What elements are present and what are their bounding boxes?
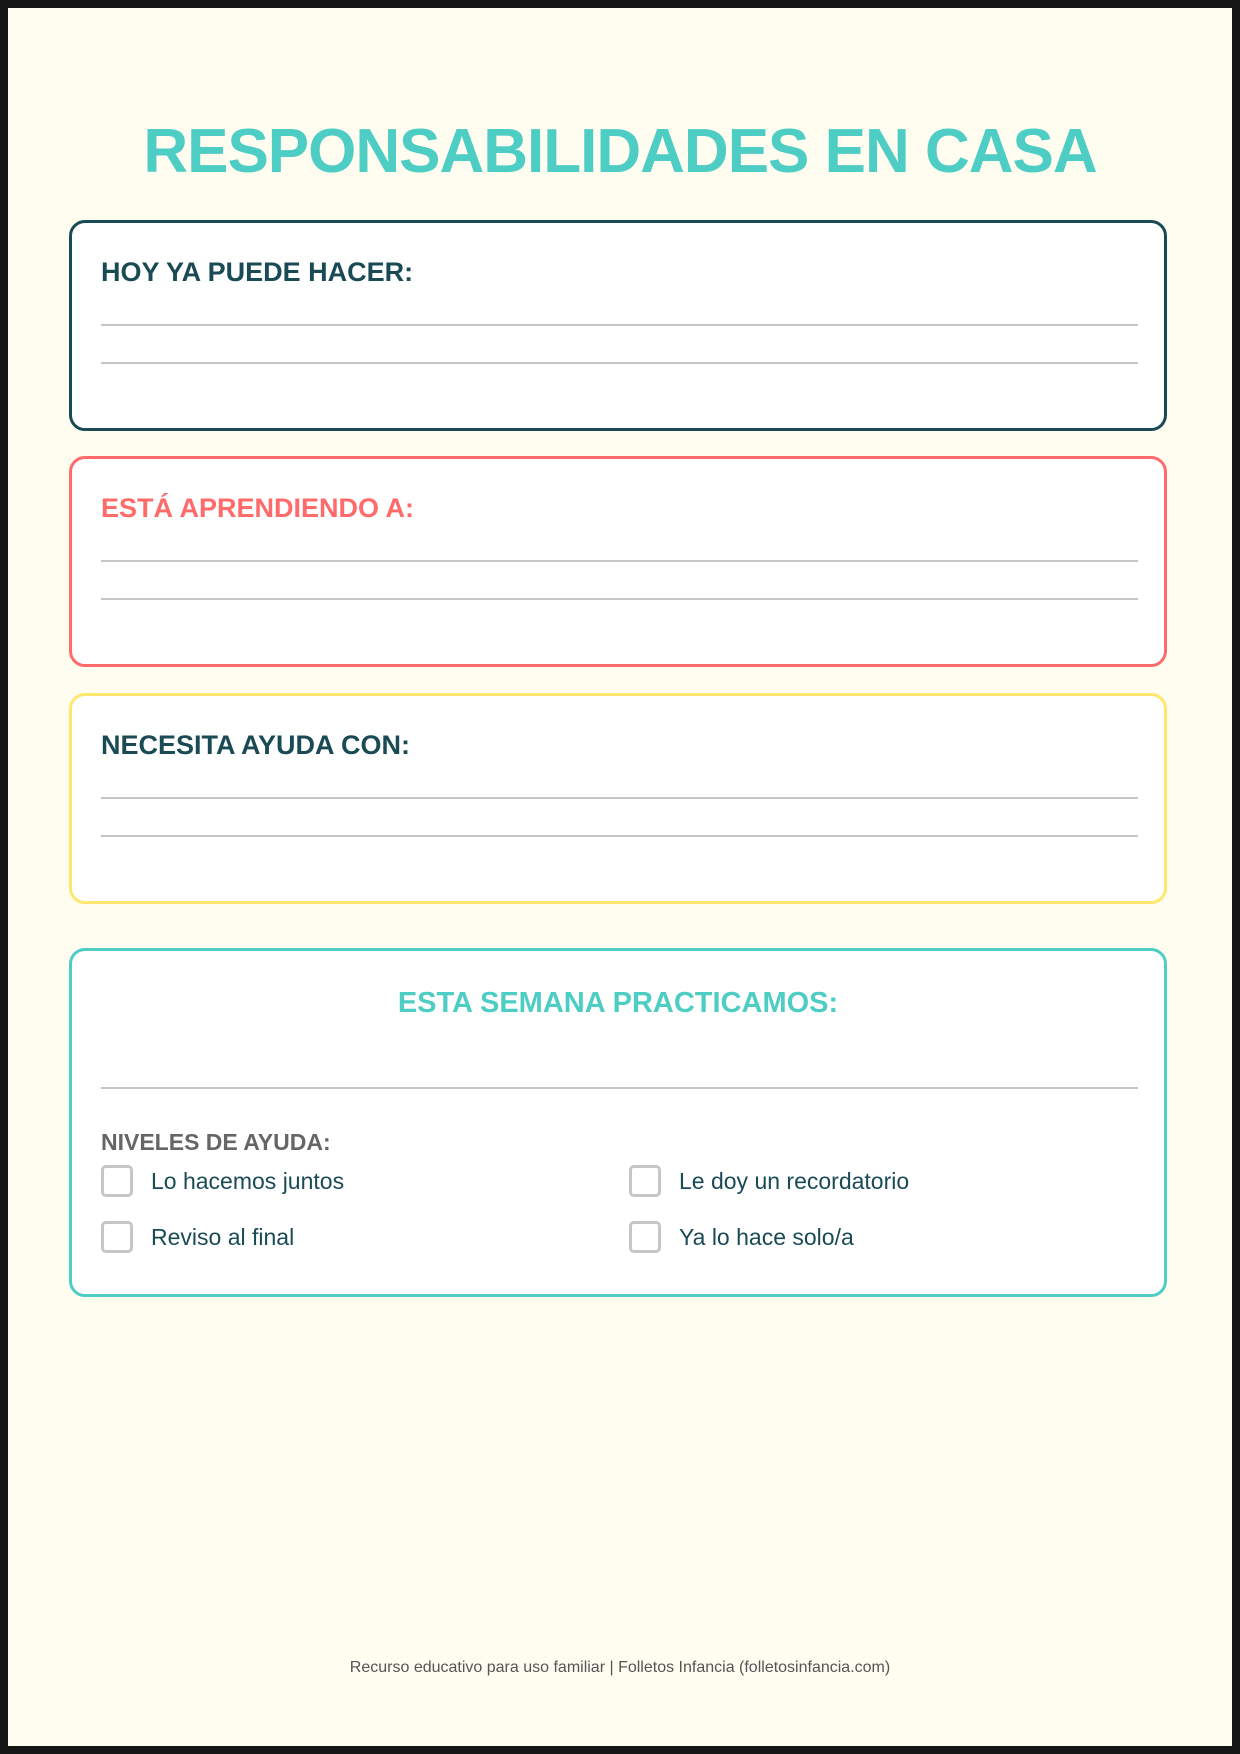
help-level-option[interactable] <box>629 1219 854 1255</box>
help-level-label: Reviso al final <box>151 1224 295 1250</box>
section-learning <box>69 456 1167 667</box>
writing-line[interactable] <box>101 324 1138 326</box>
help-levels-heading: NIVELES DE AYUDA: <box>101 1129 331 1155</box>
writing-line[interactable] <box>101 598 1138 600</box>
writing-line[interactable] <box>101 1087 1138 1089</box>
section-heading-needs-help: NECESITA AYUDA CON: <box>101 730 411 760</box>
document-page <box>8 8 1232 1746</box>
help-level-option[interactable] <box>101 1163 344 1199</box>
footer-credit: Recurso educativo para uso familiar | Folletos Infancia (folletosinfancia.com) <box>349 1659 891 1676</box>
help-level-option[interactable] <box>629 1163 909 1199</box>
writing-line[interactable] <box>101 362 1138 364</box>
help-level-label: Lo hacemos juntos <box>151 1168 345 1194</box>
section-can-do <box>69 220 1167 431</box>
section-needs-help <box>69 693 1167 904</box>
page-title: RESPONSABILIDADES EN CASA <box>143 117 1097 186</box>
section-heading-can-do: HOY YA PUEDE HACER: <box>101 257 414 287</box>
help-level-label: Le doy un recordatorio <box>679 1168 910 1194</box>
checkbox[interactable] <box>629 1165 661 1197</box>
writing-line[interactable] <box>101 560 1138 562</box>
checkbox[interactable] <box>101 1221 133 1253</box>
help-level-label: Ya lo hace solo/a <box>679 1224 854 1250</box>
help-level-option[interactable] <box>101 1219 294 1255</box>
section-heading-weekly-practice: ESTA SEMANA PRACTICAMOS: <box>397 987 839 1019</box>
checkbox[interactable] <box>101 1165 133 1197</box>
writing-line[interactable] <box>101 835 1138 837</box>
writing-line[interactable] <box>101 797 1138 799</box>
checkbox[interactable] <box>629 1221 661 1253</box>
section-heading-learning: ESTÁ APRENDIENDO A: <box>101 493 415 523</box>
section-weekly-practice <box>69 948 1167 1297</box>
